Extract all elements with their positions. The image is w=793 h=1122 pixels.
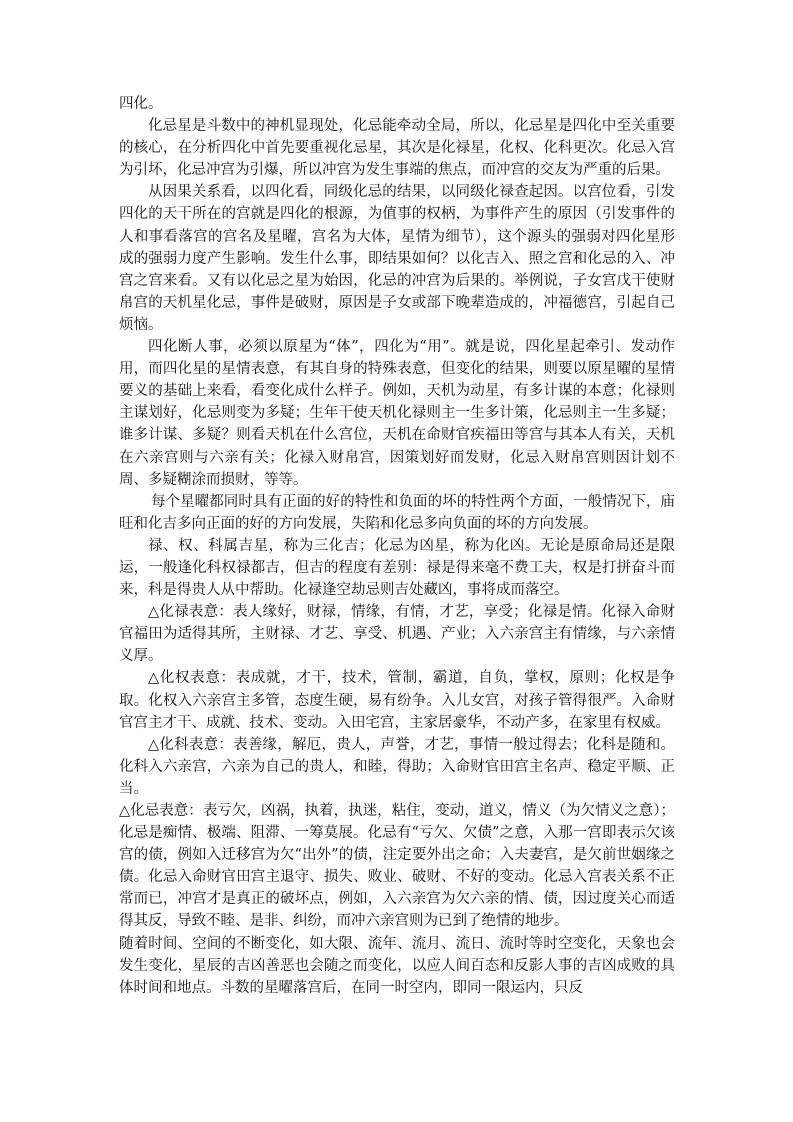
paragraph-three-auspicious: 禄、权、科属吉星，称为三化吉；化忌为凶星，称为化凶。无论是原命局还是限运，一般逢化科权禄都吉，但吉的程度有差别：禄是得来毫不费工夫，权是打拼奋斗而来，科是得贵人从中帮助。化禄逢空劫忌则吉处藏凶，事将成而落空。 <box>119 537 675 599</box>
paragraph-hua-lu-meaning: △化禄表意：表人缘好，财禄，情缘，有情，才艺，享受；化禄是情。化禄入命财官福田为适得其所，主财禄、才艺、享受、机遇、产业；入六亲宫主有情缘，与六亲情义厚。 <box>119 604 675 665</box>
paragraph-time-space-change: 随着时间、空间的不断变化，如大限、流年、流月、流日、流时等时空变化，天象也会发生变化，星辰的吉凶善恶也会随之而变化，以应人间百态和反影人事的吉凶成败的具体时间和地点。斗数的星曜落宫后，在同一时空内，即同一限运内，只反 <box>119 935 675 996</box>
paragraph-hua-ji-core: 化忌星是斗数中的神机显现处，化忌能牵动全局，所以，化忌星是四化中至关重要的核心，在分析四化中首先要重视化忌星，其次是化禄星，化权、化科更次。化忌入宫为引坏，化忌冲宫为引爆，所以冲宫为发生事端的焦点，而冲宫的交友为严重的后果。 <box>119 118 675 179</box>
document-page <box>119 93 675 999</box>
paragraph-hua-quan-meaning: △化权表意：表成就，才干，技术，管制，霸道，自负，掌权，原则；化权是争取。化权入六亲宫主多管，态度生硬，易有纷争。入儿女宫，对孩子管得很严。入命财官宫主才干、成就、技术、变动。入田宅宫，主家居豪华，不动产多，在家里有权威。 <box>119 670 675 731</box>
paragraph-hua-ji-meaning: △化忌表意：表亏欠，凶祸，执着，执迷，粘住，变动，道义，情义（为欠情义之意）；化忌是痴情、极端、阻滞、一筹莫展。化忌有“亏欠、欠债”之意，入那一宫即表示欠该宫的债，例如入迁移宫为欠“出外”的债，注定要外出之命；入夫妻宫，是欠前世姻缘之债。化忌入命财官田宫主退守、损失、败业、破财、不好的变动。化忌入宫表关系不正常而已，冲宫才是真正的破坏点，例如，入六亲宫为欠六亲的情、债，因过度关心而适得其反，导致不睦、是非、纠纷，而冲六亲宫则为已到了绝情的地步。 <box>119 803 675 930</box>
paragraph-hua-ke-meaning: △化科表意：表善缘，解厄，贵人，声誉，才艺，事情一般过得去；化科是随和。化科入六亲宫，六亲为自己的贵人，和睦，得助；入命财官田宫主名声、稳定平顺、正当。 <box>119 736 675 797</box>
paragraph-heading-fragment: 四化。 <box>119 96 163 112</box>
paragraph-body-and-use: 四化断人事，必须以原星为“体”，四化为“用”。就是说，四化星起牵引、发动作用，而四化星的星情表意，有其自身的特殊表意，但变化的结果，则要以原星曜的星情要义的基础上来看，看变化成什么样子。例如，天机为动星，有多计谋的本意；化禄则主谋划好，化忌则变为多疑；生年干使天机化禄则主一生多计策，化忌则主一生多疑；谁多计谋、多疑？则看天机在什么宫位，天机在命财官疾福田等宫与其本人有关，天机在六亲宫则与六亲有关；化禄入财帛宫，因策划好而发财，化忌入财帛宫则因计划不周、多疑糊涂而损财，等等。 <box>119 339 675 488</box>
paragraph-cause-effect: 从因果关系看，以四化看，同级化忌的结果，以同级化禄查起因。以宫位看，引发四化的天干所在的宫就是四化的根源，为值事的权柄，为事件产生的原因（引发事件的人和事看落宫的宫名及星曜，宫名为大体，星情为细节），这个源头的强弱对四化星形成的强弱力度产生影响。发生什么事，即结果如何？以化吉入、照之宫和化忌的入、冲宫之宫来看。又有以化忌之星为始因，化忌的冲宫为后果的。举例说，子女宫戊干使财帛宫的天机星化忌，事件是破财，原因是子女或部下晚辈造成的，冲福德宫，引起自己烦恼。 <box>119 184 675 333</box>
paragraph-star-dual-nature: 每个星曜都同时具有正面的好的特性和负面的坏的特性两个方面，一般情况下，庙旺和化吉多向正面的好的方向发展，失陷和化忌多向负面的坏的方向发展。 <box>119 493 675 532</box>
